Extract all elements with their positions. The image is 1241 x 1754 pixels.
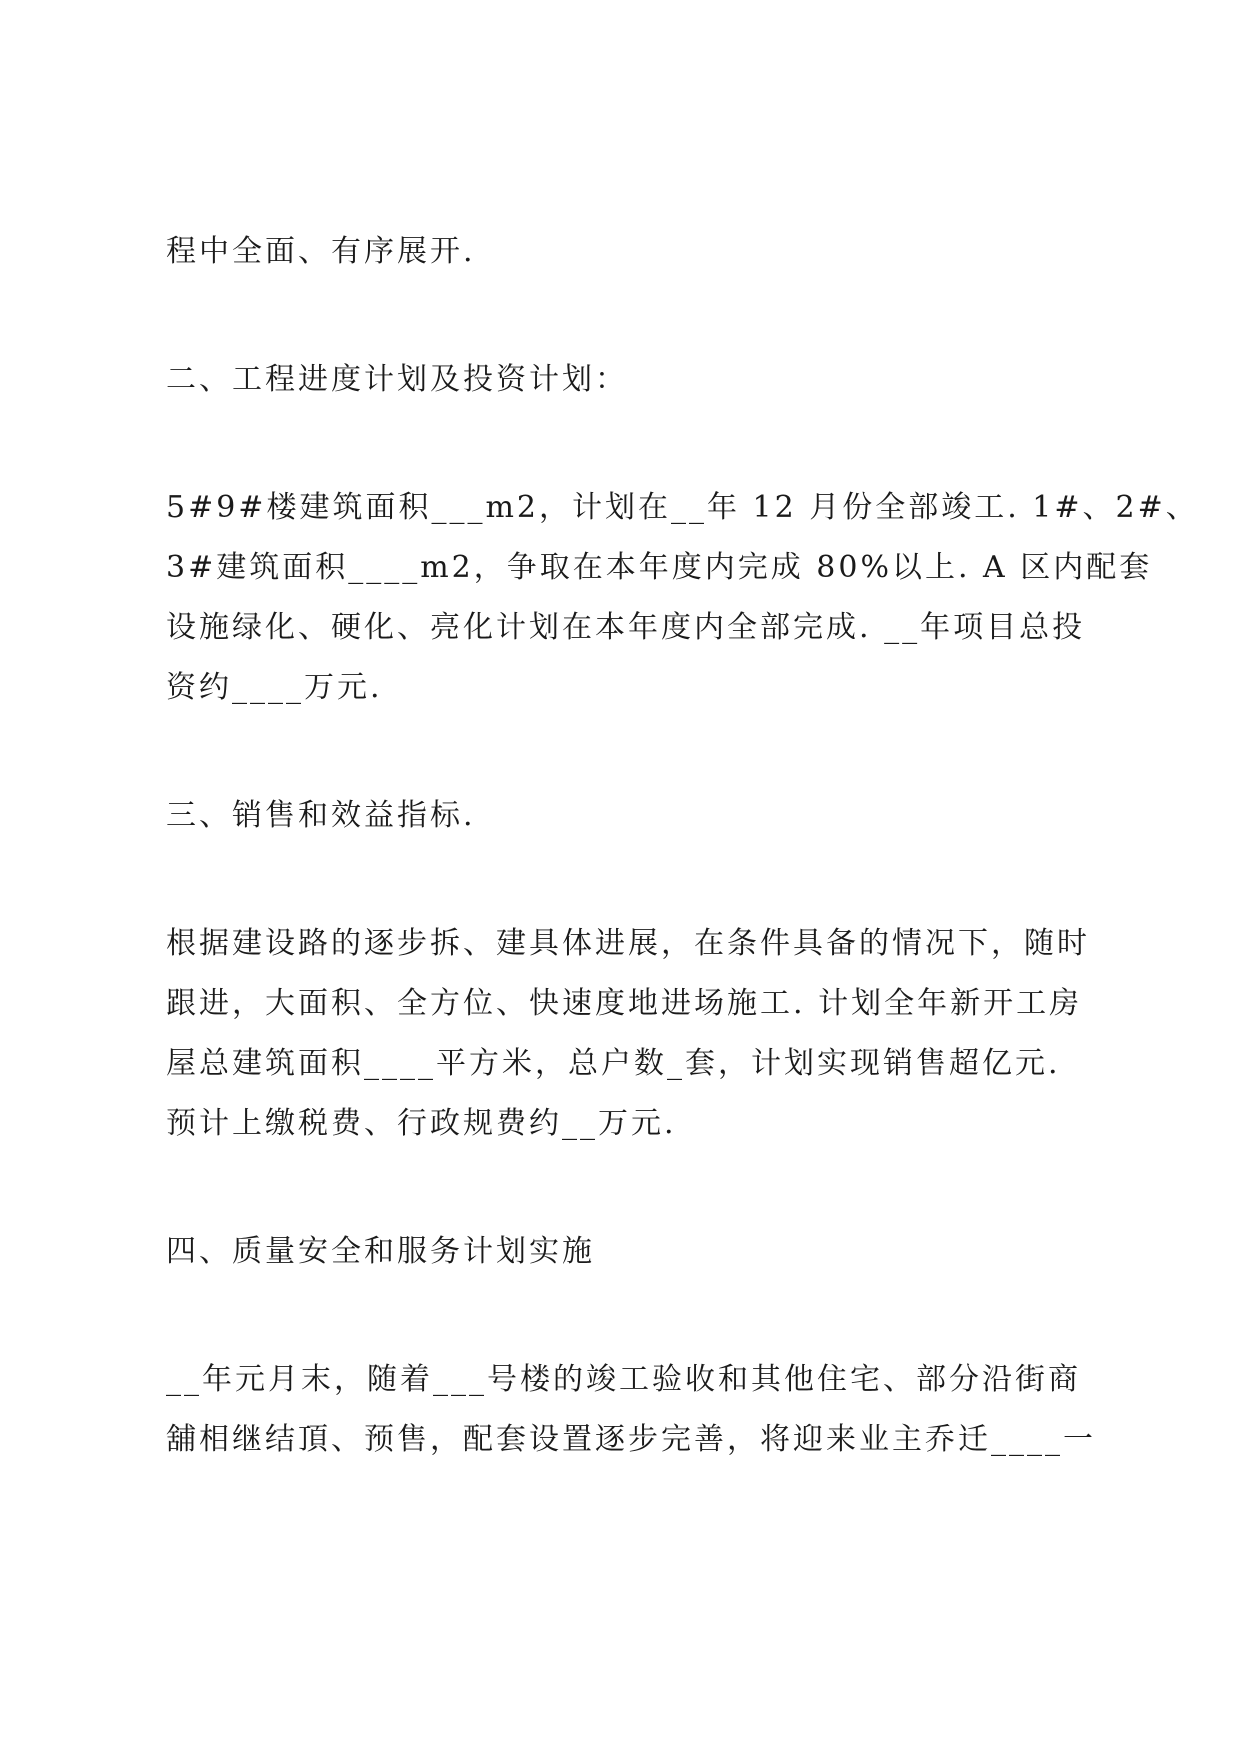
paragraph-quality [166, 1350, 1096, 1470]
section-heading-2 [166, 350, 1096, 410]
paragraph-sales [166, 914, 1096, 1154]
text-line: 5#9#楼建筑面积___m2，计划在__年 12 月份全部竣工. 1#、2#、 [166, 490, 1199, 525]
section-heading-3 [166, 786, 1096, 846]
text-line: 跟进，大面积、全方位、快速度地进场施工. 计划全年新开工房 [166, 986, 1083, 1021]
text-line: 屋总建筑面积____平方米，总户数_套，计划实现销售超亿元. [166, 1046, 1061, 1081]
text-line: 预计上缴税费、行政规费约__万元. [166, 1106, 677, 1141]
heading-text: 四、质量安全和服务计划实施 [166, 1234, 595, 1269]
text-line: 程中全面、有序展开. [166, 234, 476, 269]
text-line: 设施绿化、硬化、亮化计划在本年度内全部完成. __年项目总投 [166, 610, 1086, 645]
text-line: 资约____万元. [166, 670, 383, 705]
text-line: 根据建设路的逐步拆、建具体进展，在条件具备的情况下，随时 [166, 926, 1090, 961]
text-line: 舖相继结頂、预售，配套设置逐步完善，将迎来业主乔迁____一 [166, 1422, 1096, 1457]
text-line: __年元月末，随着___号楼的竣工验收和其他住宅、部分沿街商 [166, 1362, 1081, 1397]
paragraph-schedule [166, 478, 1199, 718]
paragraph-intro [166, 222, 1096, 282]
heading-text: 二、工程进度计划及投资计划： [166, 362, 628, 397]
text-line: 3#建筑面积____m2，争取在本年度内完成 80%以上. A 区内配套 [166, 550, 1153, 585]
heading-text: 三、销售和效益指标. [166, 798, 476, 833]
section-heading-4 [166, 1222, 1096, 1282]
